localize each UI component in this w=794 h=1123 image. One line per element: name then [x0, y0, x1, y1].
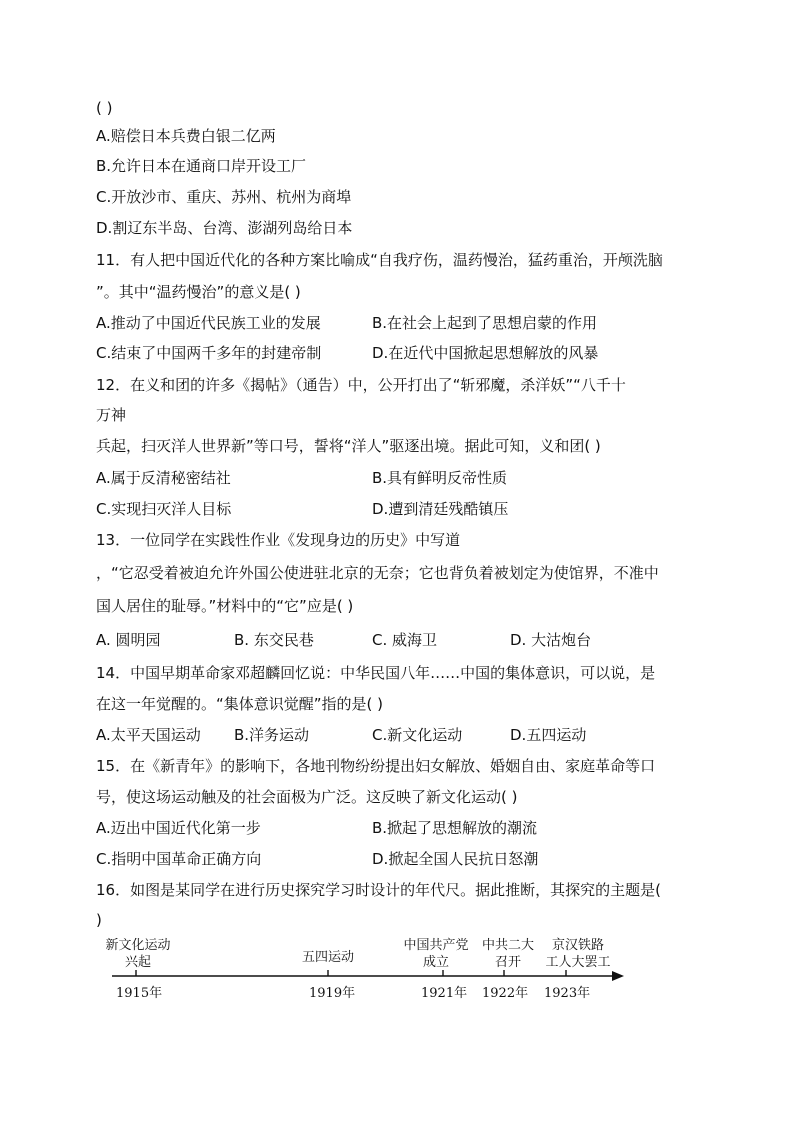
q10-option-c: C.开放沙市、重庆、苏州、杭州为商埠 [96, 188, 352, 206]
q15-line2: 号，使这场运动触及的社会面极为广泛。这反映了新文化运动( ) [96, 788, 518, 806]
timeline-year-1922: 1922年 [482, 986, 529, 1001]
q11-line2: ”。其中“温药慢治”的意义是( ) [96, 283, 301, 301]
timeline-year-1923: 1923年 [544, 986, 591, 1001]
q14-option-a: A.太平天国运动 [96, 726, 201, 744]
timeline-year-1915: 1915年 [116, 986, 163, 1001]
timeline-event-1923-label-top: 京汉铁路 [551, 938, 604, 953]
q13-option-c: C. 威海卫 [372, 631, 438, 649]
q13-line2: ，“它忍受着被迫允许外国公使进驻北京的无奈；它也背负着被划定为使馆界，不准中 [96, 564, 659, 582]
q12-line2: 万神 [96, 406, 127, 424]
q10-option-a: A.赔偿日本兵费白银二亿两 [96, 127, 276, 145]
q14-line1: 14．中国早期革命家邓超麟回忆说：中华民国八年……中国的集体意识，可以说，是 [96, 664, 656, 682]
q14-option-b: B.洋务运动 [234, 726, 310, 744]
q13-option-d: D. 大沽炮台 [510, 631, 592, 649]
timeline-event-1915-label-bottom: 兴起 [124, 955, 151, 970]
q15-option-a: A.迈出中国近代化第一步 [96, 819, 261, 837]
q13-option-a: A. 圆明园 [96, 631, 161, 649]
q13-line1: 13．一位同学在实践性作业《发现身边的历史》中写道 [96, 531, 461, 549]
q11-option-d: D.在近代中国掀起思想解放的风暴 [372, 344, 599, 362]
q14-option-d: D.五四运动 [510, 726, 587, 744]
timeline-year-1919: 1919年 [309, 986, 356, 1001]
timeline-event-1919-label: 五四运动 [301, 950, 354, 965]
q12-option-d: D.遭到清廷残酷镇压 [372, 500, 509, 518]
q10-option-d: D.割辽东半岛、台湾、澎湖列岛给日本 [96, 219, 353, 237]
timeline-event-1923-label-bottom: 工人大罢工 [545, 955, 611, 970]
q12-option-a: A.属于反清秘密结社 [96, 469, 231, 487]
timeline-event-1922-label-top: 中共二大 [481, 938, 534, 953]
q10-stem-tail: ( ) [96, 99, 113, 117]
q12-option-b: B.具有鲜明反帝性质 [372, 469, 508, 487]
q13-option-b: B. 东交民巷 [234, 631, 314, 649]
q16-line2: ) [96, 911, 102, 929]
q12-line3: 兵起，扫灭洋人世界新”等口号，誓将“洋人”驱逐出境。据此可知，义和团( ) [96, 437, 601, 455]
timeline-event-1921-label-top: 中国共产党 [403, 938, 469, 953]
timeline-event-1922-label-bottom: 召开 [494, 955, 521, 970]
q11-option-c: C.结束了中国两千多年的封建帝制 [96, 344, 322, 362]
timeline-year-1921: 1921年 [421, 986, 468, 1001]
q11-option-a: A.推动了中国近代民族工业的发展 [96, 314, 321, 332]
q11-line1: 11．有人把中国近代化的各种方案比喻成“自我疗伤，温药慢治，猛药重治，开颅洗脑 [96, 251, 663, 269]
q15-option-b: B.掀起了思想解放的潮流 [372, 819, 538, 837]
timeline-event-1921-label-bottom: 成立 [422, 955, 449, 970]
q14-option-c: C.新文化运动 [372, 726, 463, 744]
timeline-arrow-icon [612, 971, 624, 981]
q10-option-b: B.允许日本在通商口岸开设工厂 [96, 157, 307, 175]
q12-line1: 12．在义和团的许多《揭帖》（通告）中，公开打出了“斩邪魔，杀洋妖”“八千十 [96, 376, 626, 394]
q16-line1: 16．如图是某同学在进行历史探究学习时设计的年代尺。据此推断，其探究的主题是( [96, 881, 661, 899]
timeline-event-1915-label-top: 新文化运动 [105, 938, 171, 953]
q15-line1: 15．在《新青年》的影响下，各地刊物纷纷提出妇女解放、婚姻自由、家庭革命等口 [96, 757, 656, 775]
q15-option-c: C.指明中国革命正确方向 [96, 850, 262, 868]
q14-line2: 在这一年觉醒的。“集体意识觉醒”指的是( ) [96, 695, 384, 713]
q15-option-d: D.掀起全国人民抗日怒潮 [372, 850, 539, 868]
q13-line3: 国人居住的耻辱。”材料中的“它”应是( ) [96, 597, 354, 615]
q11-option-b: B.在社会上起到了思想启蒙的作用 [372, 314, 598, 332]
q12-option-c: C.实现扫灭洋人目标 [96, 500, 232, 518]
